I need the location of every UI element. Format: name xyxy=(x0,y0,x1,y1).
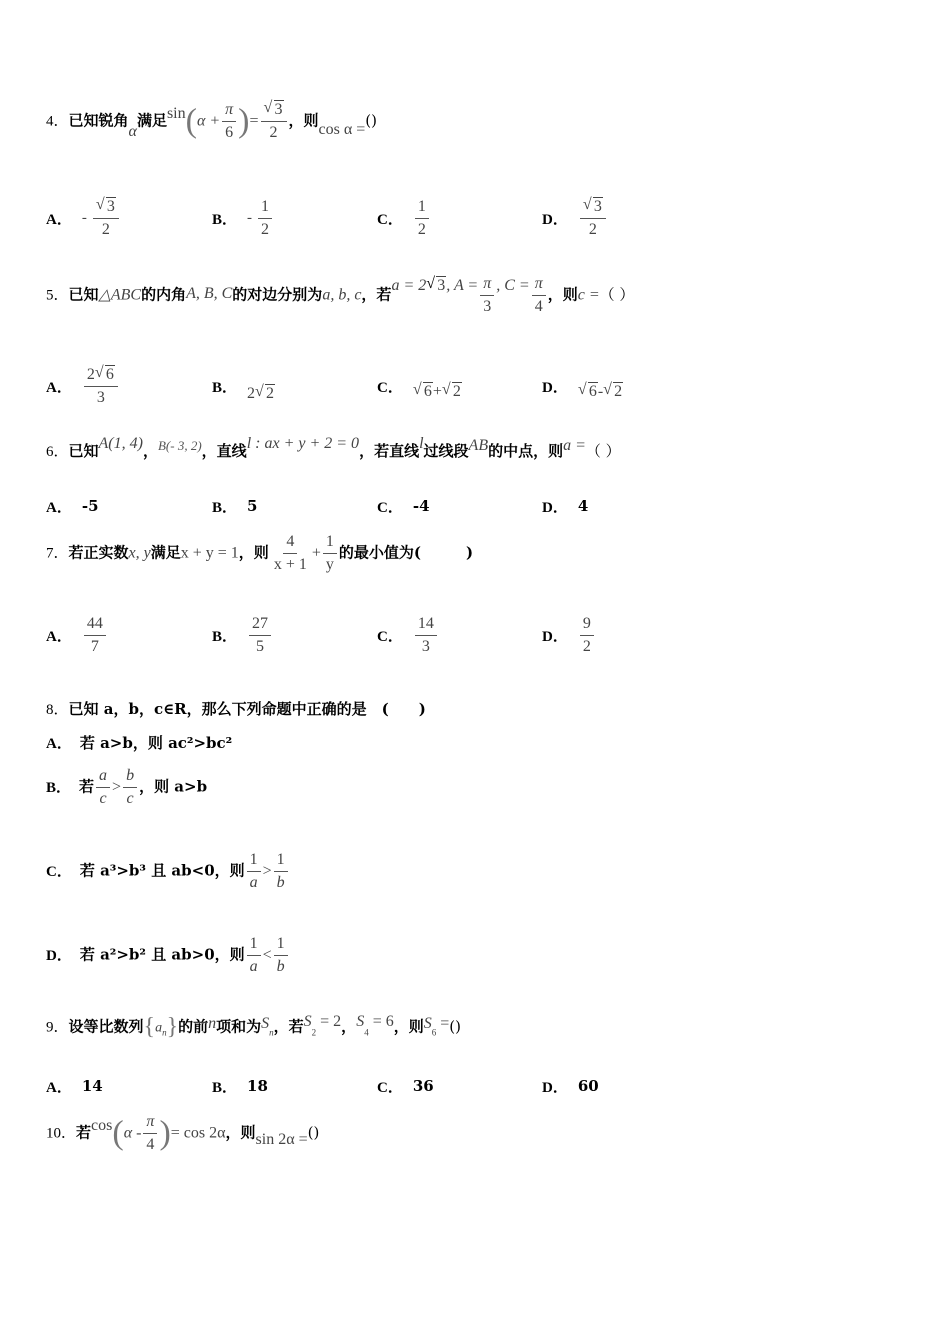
option-a[interactable]: A． 14 xyxy=(46,1077,103,1096)
option-c[interactable]: C． 若 a³>b³ 且 ab<0，则 $\frac{1}{a}$ > $\frac{1}{b}$ xyxy=(46,850,290,893)
option-a[interactable]: A． - √ 3 2 xyxy=(46,198,121,238)
option-d[interactable]: D． √ 3 2 xyxy=(542,198,608,238)
question-4: 4．已知锐角α满足sin(α + $\frac{\pi}{6}$ )= √ 3 2 ，则cos α =() xyxy=(46,99,377,141)
option-a[interactable]: A． $\frac{44}{7}$ xyxy=(46,615,108,655)
question-7-options xyxy=(46,615,766,655)
option-c[interactable]: C． -4 xyxy=(377,497,430,516)
option-c[interactable]: C． √ 6 + √ 2 xyxy=(377,379,461,400)
question-5-options xyxy=(46,363,766,406)
question-number: 5． xyxy=(46,287,69,304)
option-c[interactable]: C． $\frac{14}{3}$ xyxy=(377,615,439,655)
option-a[interactable]: A． 2 √ 6 3 xyxy=(46,366,120,406)
question-10: 10．若cos(α - $\frac{\pi}{4}$ )= cos 2α，则sin 2α =() xyxy=(46,1113,320,1153)
option-d[interactable]: D． 若 a²>b² 且 ab>0，则 $\frac{1}{a}$ < $\frac{1}{b}$ xyxy=(46,934,290,977)
option-b[interactable]: B． - $\frac{1}{2}$ xyxy=(212,198,274,238)
option-b[interactable]: B． $\frac{27}{5}$ xyxy=(212,615,273,655)
question-number: 4． xyxy=(46,113,69,130)
question-number: 8． xyxy=(46,702,69,718)
option-b[interactable]: B． 5 xyxy=(212,497,258,516)
question-number: 9． xyxy=(46,1019,69,1036)
option-c[interactable]: C． 36 xyxy=(377,1077,434,1096)
option-b[interactable]: B． 2 √ 2 xyxy=(212,379,275,402)
option-b[interactable]: B． 18 xyxy=(212,1077,268,1096)
question-number: 10． xyxy=(46,1125,77,1142)
question-7: 7．若正实数x, y满足x + y = 1，则 $\frac{4}{x + 1}$ + $\frac{1}{y}$ 的最小值为( ) xyxy=(46,533,474,573)
question-4-options xyxy=(46,195,766,238)
question-number: 7． xyxy=(46,545,69,562)
alpha-symbol: α xyxy=(128,122,137,140)
option-d[interactable]: D． 60 xyxy=(542,1077,599,1096)
question-6: 6．已知A(1, 4)，B(- 3, 2)，直线l : ax + y + 2 = 0，若直线l过线段AB的中点，则a =（ ） xyxy=(46,435,621,460)
option-d[interactable]: D． 4 xyxy=(542,497,589,516)
option-d[interactable]: D． $\frac{9}{2}$ xyxy=(542,615,596,655)
option-d[interactable]: D． √ 6 - √ 2 xyxy=(542,379,623,400)
option-b[interactable]: B． 若 $\frac{a}{c}$ > $\frac{b}{c}$ ，则 a>b xyxy=(46,767,208,807)
question-9-options xyxy=(46,1066,766,1106)
option-a[interactable]: A． -5 xyxy=(46,497,99,516)
option-c[interactable]: C． $\frac{1}{2}$ xyxy=(377,198,431,238)
fraction-pi-over-6: $\frac{\pi}{6}$ xyxy=(222,100,236,143)
option-a[interactable]: A． 若 a>b，则 ac²>bc² xyxy=(46,734,233,752)
question-6-options xyxy=(46,486,766,526)
question-5: 5．已知△ABC的内角A, B, C的对边分别为a, b, c，若a = 2 √ 3, A = $\frac{\pi}{3}$ , C = $\frac{\pi}{4}$ ，则c =（ ） xyxy=(46,274,635,315)
question-number: 6． xyxy=(46,444,69,460)
question-9: 9．设等比数列$\{a_n\}$的前n项和为$S_n$，若$S_2 = 2$，$S_4 = 6$，则$S_6$ =() xyxy=(46,1012,461,1040)
question-8: 8．已知 a，b，c∈R，那么下列命题中正确的是 ( ) xyxy=(46,700,426,718)
fraction-sqrt3-over-2: √ 3 2 xyxy=(261,100,287,143)
